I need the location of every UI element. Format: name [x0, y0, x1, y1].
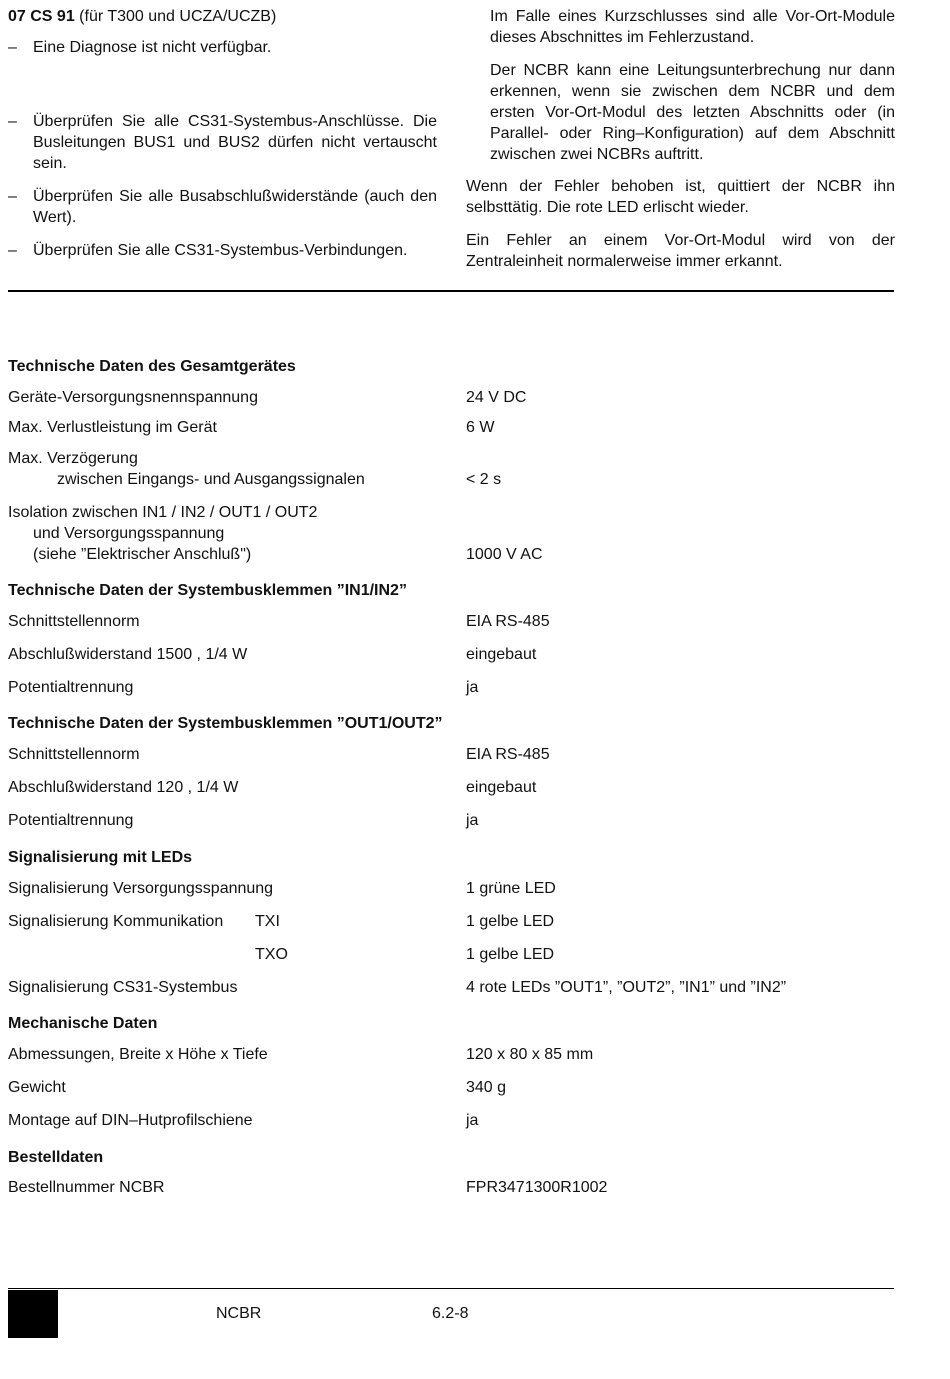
spec-value: FPR3471300R1002 [466, 1179, 608, 1196]
spec-value: 1 gelbe LED [466, 913, 555, 930]
device-label-rest: (für T300 und UCZA/UCZB) [79, 8, 277, 25]
footer-page-number: 6.2-8 [432, 1305, 469, 1322]
right-paragraph-4: Ein Fehler an einem Vor-Ort-Modul wird von der Zentraleinheit normalerweise immer erkannt. [466, 232, 895, 270]
spec-label: Montage auf DIN–Hutprofilschiene [8, 1112, 253, 1129]
spec-value: ja [466, 1112, 479, 1129]
bullet-dash: – [8, 113, 17, 130]
bullet-dash: – [8, 242, 17, 259]
left-bullet-1: Eine Diagnose ist nicht verfügbar. [33, 39, 272, 56]
spec-label: Isolation zwischen IN1 / IN2 / OUT1 / OUT2 [8, 504, 318, 521]
left-bullet-3: Überprüfen Sie alle Busabschlußwiderstände (auch den Wert). [33, 188, 437, 226]
bullet-dash: – [8, 39, 17, 56]
spec-sublabel: TXI [255, 913, 280, 930]
spec-value: 120 x 80 x 85 mm [466, 1046, 594, 1063]
spec-value: EIA RS-485 [466, 613, 550, 630]
spec-label: Gewicht [8, 1079, 66, 1096]
spec-label: Signalisierung Kommunikation [8, 913, 224, 930]
right-paragraph-3: Wenn der Fehler behoben ist, quittiert der NCBR ihn selbsttätig. Die rote LED erlischt wieder. [466, 178, 895, 216]
section-divider [8, 290, 894, 292]
device-label-bold: 07 CS 91 [8, 8, 75, 25]
spec-value: < 2 s [466, 471, 502, 488]
spec-label: Signalisierung Versorgungsspannung [8, 880, 274, 897]
spec-value: 340 g [466, 1079, 507, 1096]
spec-label: Abschlußwiderstand 120 , 1/4 W [8, 779, 239, 796]
section-heading: Signalisierung mit LEDs [8, 849, 193, 866]
bullet-dash: – [8, 188, 17, 205]
spec-value: ja [466, 812, 479, 829]
spec-label: Abschlußwiderstand 1500 , 1/4 W [8, 646, 248, 663]
spec-value: 1 grüne LED [466, 880, 556, 897]
spec-label: Schnittstellennorm [8, 746, 140, 763]
spec-value: ja [466, 679, 479, 696]
spec-label: Schnittstellennorm [8, 613, 140, 630]
spec-label: Potentialtrennung [8, 679, 134, 696]
spec-label: Geräte-Versorgungsnennspannung [8, 389, 258, 406]
section-heading: Technische Daten der Systembusklemmen ”OUT1/OUT2” [8, 715, 443, 732]
spec-value: eingebaut [466, 779, 537, 796]
spec-sublabel: TXO [255, 946, 288, 963]
spec-label: Max. Verlustleistung im Gerät [8, 419, 217, 436]
spec-label: Bestellnummer NCBR [8, 1179, 165, 1196]
spec-label-cont: (siehe ”Elektrischer Anschluß") [33, 546, 252, 563]
left-bullet-4: Überprüfen Sie alle CS31-Systembus-Verbindungen. [33, 242, 408, 259]
spec-value: 1000 V AC [466, 546, 543, 563]
section-heading: Bestelldaten [8, 1149, 104, 1166]
spec-value: 24 V DC [466, 389, 527, 406]
spec-label: Potentialtrennung [8, 812, 134, 829]
spec-value: 6 W [466, 419, 495, 436]
spec-label: Signalisierung CS31-Systembus [8, 979, 238, 996]
spec-label-cont: und Versorgungsspannung [33, 525, 225, 542]
device-label [8, 6, 276, 27]
left-bullet-2: Überprüfen Sie alle CS31-Systembus-Anschlüsse. Die Busleitungen BUS1 und BUS2 dürfen nicht vertauscht sein. [33, 113, 437, 172]
right-paragraph-2: Der NCBR kann eine Leitungsunterbrechung nur dann erkennen, wenn sie zwischen dem NCBR und dem ersten Vor-Ort-Modul des letzten Abschnitts oder (in Parallel- oder Ring–Konfiguration) auf dem Abschnitt zwischen zwei NCBRs auftritt. [490, 62, 895, 163]
spec-label-cont: zwischen Eingangs- und Ausgangssignalen [57, 471, 365, 488]
right-paragraph-1: Im Falle eines Kurzschlusses sind alle Vor-Ort-Module dieses Abschnittes im Fehlerzustand. [490, 8, 895, 46]
footer-rule [8, 1288, 894, 1289]
spec-label: Max. Verzögerung [8, 450, 138, 467]
section-heading: Mechanische Daten [8, 1015, 158, 1032]
spec-value: 1 gelbe LED [466, 946, 555, 963]
spec-value: eingebaut [466, 646, 537, 663]
section-heading: Technische Daten der Systembusklemmen ”IN1/IN2” [8, 582, 407, 599]
spec-value: 4 rote LEDs ”OUT1”, ”OUT2”, ”IN1” und ”IN2” [466, 979, 787, 996]
spec-label: Abmessungen, Breite x Höhe x Tiefe [8, 1046, 268, 1063]
footer-black-block [8, 1290, 58, 1338]
section-heading: Technische Daten des Gesamtgerätes [8, 358, 296, 375]
spec-value: EIA RS-485 [466, 746, 550, 763]
footer-title: NCBR [216, 1305, 262, 1322]
